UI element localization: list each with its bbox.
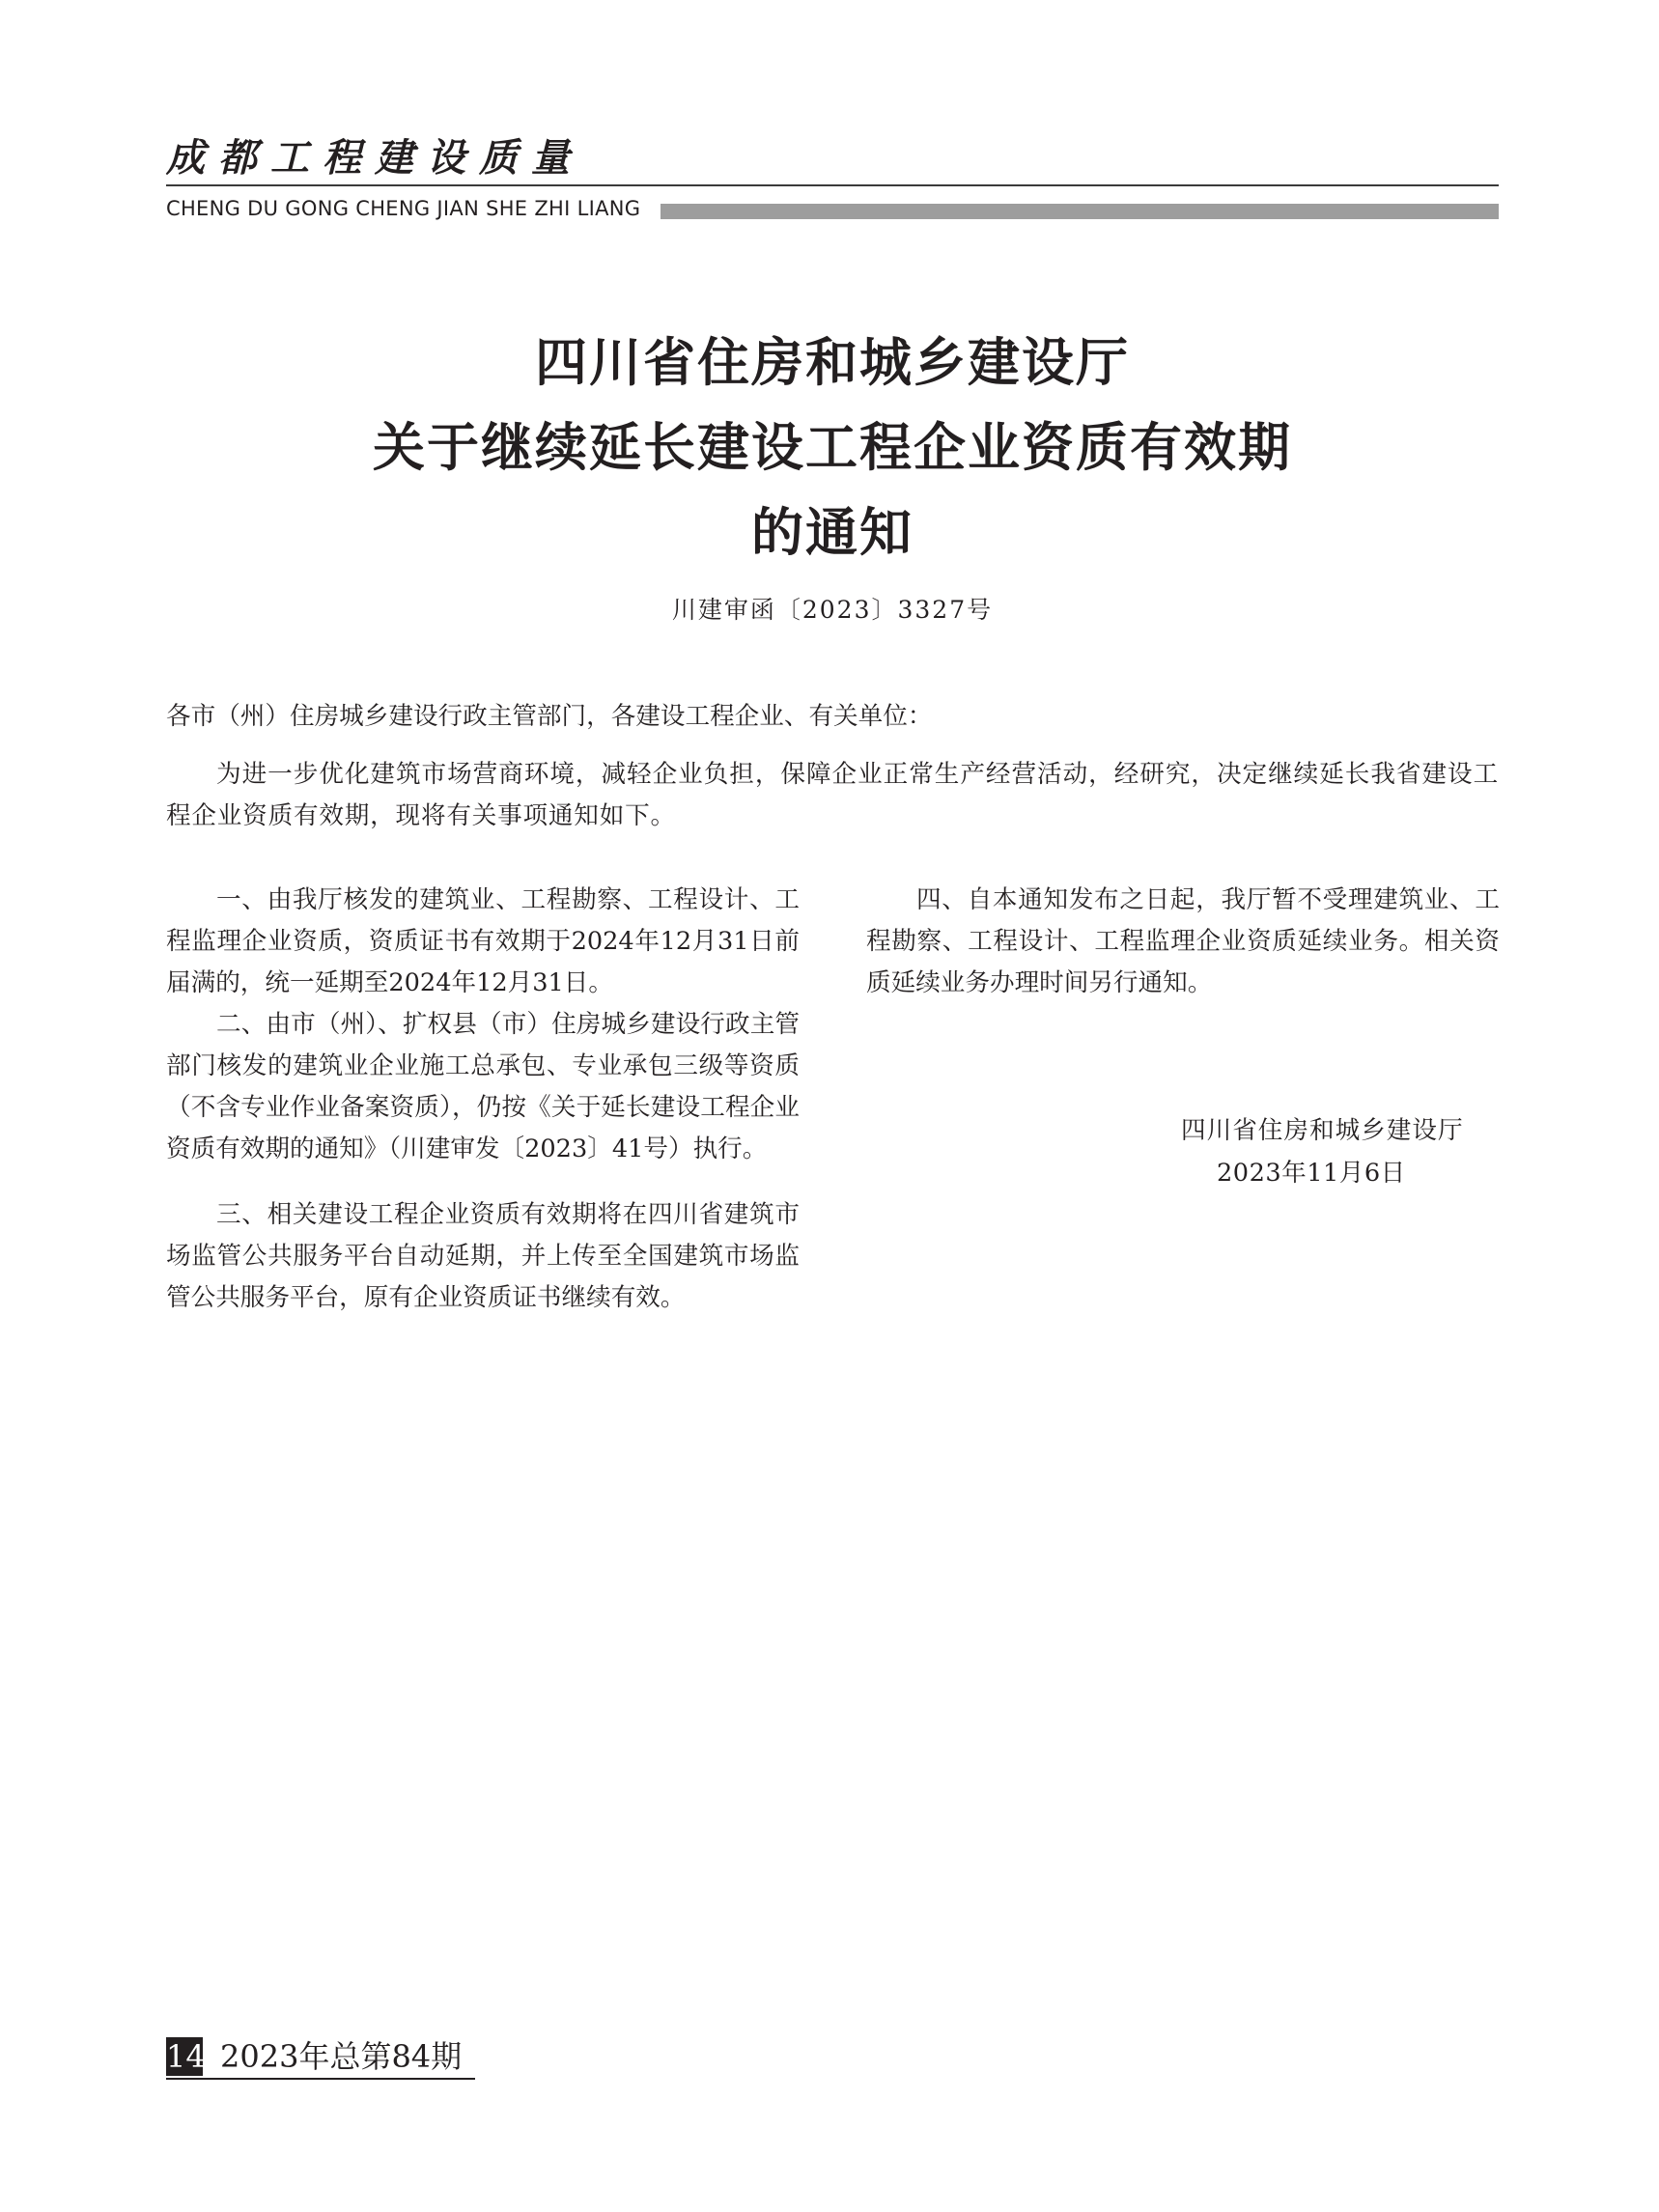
intro-paragraph: 为进一步优化建筑市场营商环境，减轻企业负担，保障企业正常生产经营活动，经研究，决定继续延长我省建设工程企业资质有效期，现将有关事项通知如下。	[166, 760, 1499, 830]
notice-title-line-2: 关于继续延长建设工程企业资质有效期	[373, 417, 1292, 478]
journal-pinyin-title: CHENG DU GONG CHENG JIAN SHE ZHI LIANG	[166, 197, 641, 220]
page-number: 14	[166, 2038, 206, 2075]
notice-title-line-3: 的通知	[751, 502, 914, 563]
item-3: 三、相关建设工程企业资质有效期将在四川省建筑市场监管公共服务平台自动延期，并上传至全国建筑市场监管公共服务平台，原有企业资质证书继续有效。	[166, 1200, 800, 1312]
masthead-divider	[166, 184, 1499, 186]
masthead-gray-bar	[661, 204, 1499, 219]
item-2: 二、由市（州）、扩权县（市）住房城乡建设行政主管部门核发的建筑业企业施工总承包、专业承包三级等资质（不含专业作业备案资质），仍按《关于延长建设工程企业资质有效期的通知》（川建审发〔2023〕41号）执行。	[166, 1010, 800, 1163]
issue-label: 2023年总第84期	[220, 2038, 463, 2075]
document-number: 川建审函〔2023〕3327号	[671, 596, 994, 624]
salutation: 各市（州）住房城乡建设行政主管部门，各建设工程企业、有关单位：	[166, 702, 933, 731]
signature-date: 2023年11月6日	[1217, 1159, 1406, 1188]
item-4: 四、自本通知发布之日起，我厅暂不受理建筑业、工程勘察、工程设计、工程监理企业资质延续业务。相关资质延续业务办理时间另行通知。	[866, 885, 1500, 997]
journal-title: 成都工程建设质量	[166, 135, 583, 181]
notice-title-line-1: 四川省住房和城乡建设厅	[535, 332, 1130, 393]
notice-title	[166, 321, 1499, 575]
item-1: 一、由我厅核发的建筑业、工程勘察、工程设计、工程监理企业资质，资质证书有效期于2024年12月31日前届满的，统一延期至2024年12月31日。	[166, 885, 800, 997]
footer-underline	[166, 2078, 475, 2080]
signature-organization: 四川省住房和城乡建设厅	[1181, 1116, 1464, 1145]
